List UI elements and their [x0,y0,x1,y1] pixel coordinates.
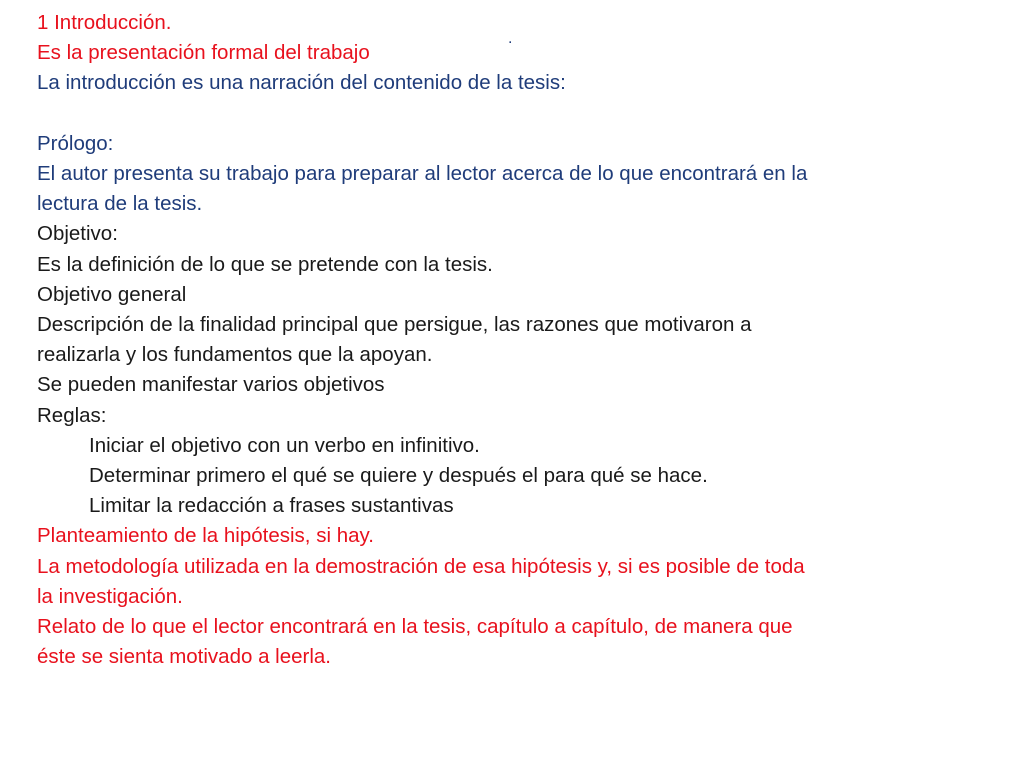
regla-item: Iniciar el objetivo con un verbo en infinitivo. [89,433,480,457]
objetivo-label: Objetivo: [37,222,118,246]
varios-objetivos-text: Se pueden manifestar varios objetivos [37,373,385,397]
blank-spacer [37,99,997,129]
metodologia-text-line-2: la investigación. [37,584,183,608]
section-heading: 1 Introducción. [37,11,172,34]
objetivo-general-label: Objetivo general [37,282,187,306]
objetivo-text: Es la definición de lo que se pretende con la tesis. [37,252,493,276]
intro-line-1: Es la presentación formal del trabajo [37,41,370,65]
prologo-text-line-1: El autor presenta su trabajo para preparar al lector acerca de lo que encontrará en la [37,162,808,185]
prologo-text-line-2: lectura de la tesis. [37,192,203,216]
reglas-label: Reglas: [37,403,107,427]
relato-text-line-1: Relato de lo que el lector encontrará en la tesis, capítulo a capítulo, de manera que [37,615,793,639]
objetivo-general-text-line-1: Descripción de la finalidad principal que persigue, las razones que motivaron a [37,313,752,337]
regla-item: Determinar primero el qué se quiere y después el para qué se hace. [89,464,708,488]
prologo-label: Prólogo: [37,131,114,155]
metodologia-text-line-1: La metodología utilizada en la demostración de esa hipótesis y, si es posible de toda [37,554,805,578]
regla-item: Limitar la redacción a frases sustantivas [89,494,454,518]
slide-text-block [37,8,997,672]
objetivo-general-text-line-2: realizarla y los fundamentos que la apoyan. [37,343,433,367]
decorative-dot: . [508,30,513,47]
intro-line-2: La introducción es una narración del contenido de la tesis: [37,71,566,95]
hipotesis-text: Planteamiento de la hipótesis, si hay. [37,524,374,548]
relato-text-line-2: éste se sienta motivado a leerla. [37,645,331,669]
